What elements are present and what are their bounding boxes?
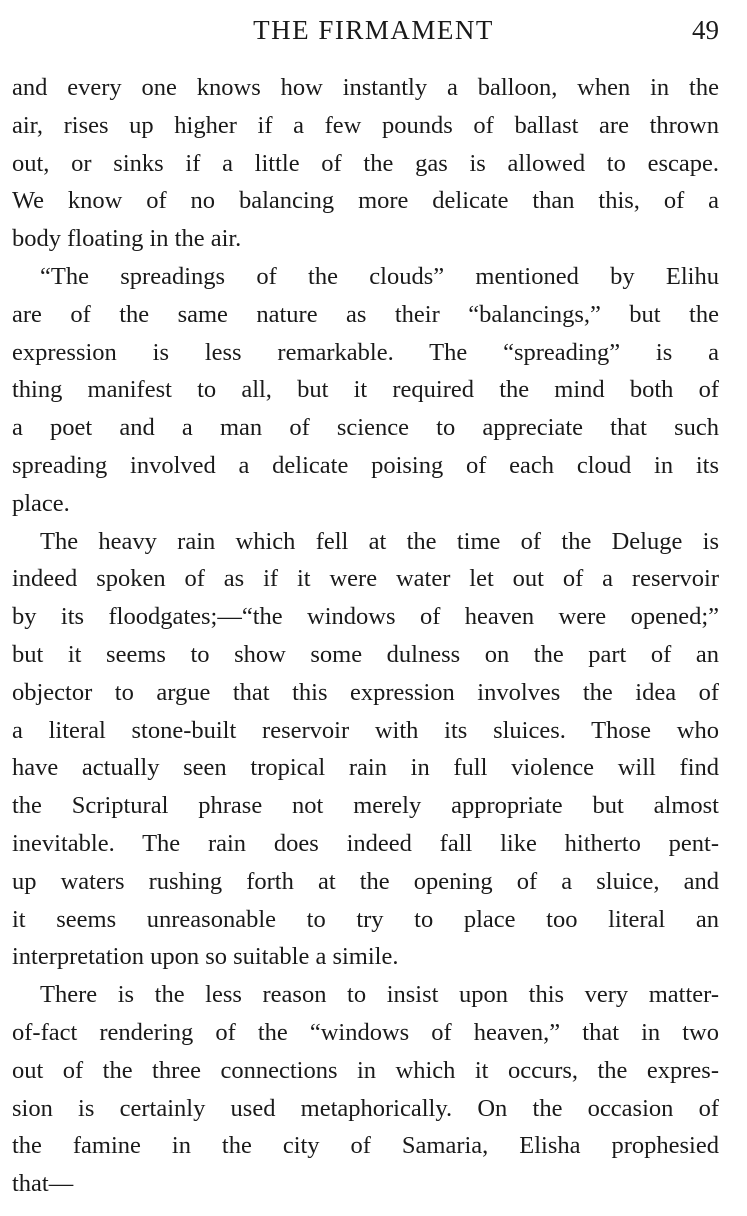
- text-line: interpretation upon so suitable a simile.: [12, 943, 399, 971]
- text-line: are of the same nature as their “balancings,” but the: [12, 300, 719, 328]
- text-line: a literal stone-built reservoir with its sluices. Those who: [12, 716, 719, 744]
- text-line: air, rises up higher if a few pounds of ballast are thrown: [12, 111, 719, 139]
- text-line: expression is less remarkable. The “spreading” is a: [12, 338, 719, 366]
- paragraph: [12, 976, 719, 1203]
- text-line: it seems unreasonable to try to place too literal an: [12, 905, 719, 933]
- text-line: indeed spoken of as if it were water let out of a reservoir: [12, 565, 719, 593]
- text-line: inevitable. The rain does indeed fall like hitherto pent-: [12, 829, 719, 857]
- text-line: up waters rushing forth at the opening of a sluice, and: [12, 867, 719, 895]
- running-title: THE FIRMAMENT: [253, 15, 494, 45]
- text-line: place.: [12, 489, 70, 517]
- text-line: of-fact rendering of the “windows of heaven,” that in two: [12, 1018, 719, 1046]
- text-line: the famine in the city of Samaria, Elisha prophesied: [12, 1132, 719, 1160]
- text-line: There is the less reason to insist upon this very matter-: [40, 981, 719, 1009]
- text-line: objector to argue that this expression involves the idea of: [12, 678, 719, 706]
- body-text: [12, 69, 719, 1203]
- text-line: and every one knows how instantly a balloon, when in the: [12, 74, 719, 101]
- text-line: body floating in the air.: [12, 225, 242, 253]
- text-line: a poet and a man of science to appreciate that such: [12, 414, 719, 442]
- text-line: by its floodgates;—“the windows of heaven were opened;”: [12, 603, 719, 631]
- text-line: have actually seen tropical rain in full violence will find: [12, 754, 719, 782]
- running-header: [0, 10, 747, 50]
- text-line: “The spreadings of the clouds” mentioned by Elihu: [40, 262, 719, 290]
- text-line: We know of no balancing more delicate than this, of a: [12, 187, 719, 215]
- paragraph: [12, 258, 719, 523]
- text-line: the Scriptural phrase not merely appropriate but almost: [12, 792, 719, 820]
- text-line: sion is certainly used metaphorically. On the occasion of: [12, 1094, 719, 1122]
- text-line: spreading involved a delicate poising of each cloud in its: [12, 451, 719, 479]
- text-line: out, or sinks if a little of the gas is allowed to escape.: [12, 149, 719, 177]
- paragraph: [12, 69, 719, 258]
- text-line: but it seems to show some dulness on the part of an: [12, 640, 719, 668]
- text-line: The heavy rain which fell at the time of the Deluge is: [40, 527, 719, 555]
- page-number: 49: [692, 15, 719, 45]
- text-line: out of the three connections in which it occurs, the expres-: [12, 1056, 719, 1084]
- text-line: that—: [12, 1170, 74, 1198]
- paragraph: [12, 523, 719, 977]
- text-line: thing manifest to all, but it required the mind both of: [12, 376, 719, 404]
